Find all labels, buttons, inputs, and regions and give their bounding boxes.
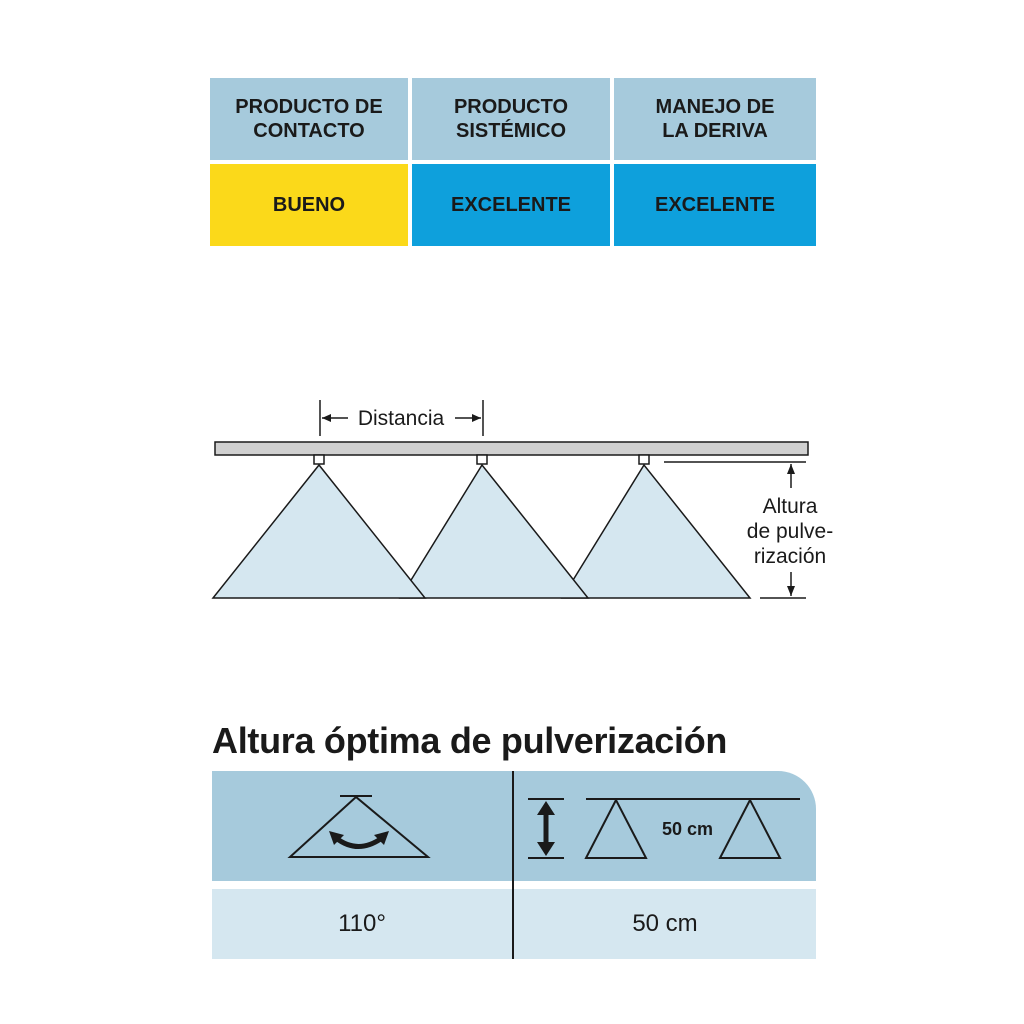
height-icon-label: 50 cm	[662, 819, 714, 839]
rating-table	[210, 78, 816, 246]
boom-spray-diagram	[0, 380, 1024, 610]
optimal-header-row	[212, 771, 816, 881]
height-label-line-2: de pulve-	[746, 520, 834, 543]
height-icon-arrowhead-up	[537, 801, 555, 815]
optimal-column-divider	[512, 771, 514, 959]
nozzle-2	[477, 455, 487, 464]
height-label-line-1: Altura	[762, 495, 818, 518]
angle-icon-arc	[336, 838, 382, 847]
spray-cone-3	[562, 465, 750, 598]
optimal-height-title: Altura óptima de pulverización	[212, 720, 728, 761]
spray-cone-1	[213, 465, 425, 598]
height-arrowhead-down	[787, 586, 795, 596]
optimal-angle-value: 110°	[338, 910, 386, 937]
optimal-height-table	[212, 771, 816, 961]
header-systemic-product: PRODUCTO SISTÉMICO	[412, 78, 614, 164]
distance-label: Distancia	[357, 407, 445, 430]
optimal-height-value: 50 cm	[632, 910, 698, 937]
spray-height-icon	[524, 791, 804, 861]
value-drift-management: EXCELENTE	[614, 164, 816, 246]
value-systemic-product: EXCELENTE	[412, 164, 614, 246]
spray-angle-icon	[282, 791, 442, 861]
height-label-line-3: rización	[753, 545, 827, 568]
header-drift-management: MANEJO DE LA DERIVA	[614, 78, 816, 164]
height-icon-cone-1	[586, 800, 646, 858]
height-icon-arrowhead-down	[537, 842, 555, 856]
optimal-values-row	[212, 889, 816, 959]
height-arrowhead-up	[787, 464, 795, 474]
nozzle-3	[639, 455, 649, 464]
distance-arrowhead-left	[322, 414, 331, 422]
spray-boom	[215, 442, 808, 455]
header-contact-product: PRODUCTO DE CONTACTO	[210, 78, 412, 164]
height-icon-cone-2	[720, 800, 780, 858]
nozzle-1	[314, 455, 324, 464]
value-contact-product: BUENO	[210, 164, 412, 246]
spray-cone-2	[400, 465, 588, 598]
distance-arrowhead-right	[472, 414, 481, 422]
